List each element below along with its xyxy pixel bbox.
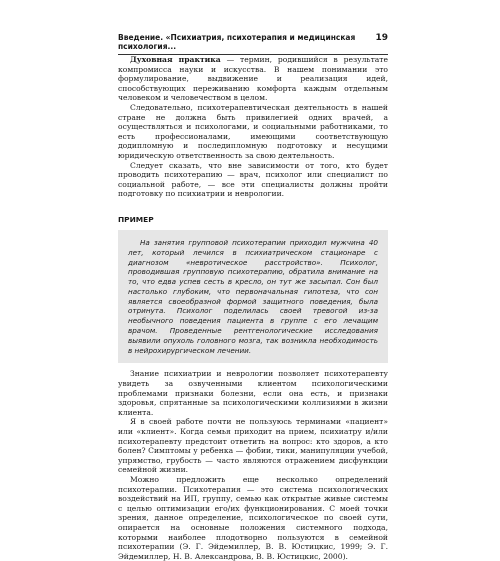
paragraph: Я в своей работе почти не пользуюсь терминами «пациент» или «клиент». Когда семья приходит на прием, психиатру и/или психотерапевту предстоит ответить на вопрос: кто здоров, а кто болен? Симптомы у ребенка — фобии, тики, манипуляции учебой, упрямство, грубость — часто являются отражением дисфункции семейной жизни. <box>118 417 388 475</box>
term: Духовная практика <box>130 55 221 64</box>
page-body <box>118 55 388 561</box>
paragraph <box>118 55 388 103</box>
paragraph: Можно предложить еще несколько определений психотерапии. Психотерапия — это система психологических воздействий на ИП, группу, семью как открытые живые системы с целью оптимизации его/их функционирования. С моей точки зрения, данное определение, психологическое по своей сути, опирается на основные положения системного подхода, которыми наиболее плодотворно пользуются в семейной психотерапии (Э. Г. Эйдемиллер, В. В. Юстицкис, 1999; Э. Г. Эйдемиллер, Н. В. Александрова, В. В. Юстицкис, 2000). <box>118 475 388 561</box>
paragraph: Следовательно, психотерапевтическая деятельность в нашей стране не должна быть привилегией одних врачей, а осуществляться и психологами, и социальными работниками, то есть профессионалами, имеющими соответствующую додипломную и последипломную подготовку и несущими юридическую ответственность за свою деятельность. <box>118 102 388 160</box>
header-title: Введение. «Психиатрия, психотерапия и медицинская психология... <box>118 33 356 51</box>
running-header <box>118 33 388 55</box>
example-box <box>118 230 388 364</box>
example-heading: ПРИМЕР <box>118 214 154 224</box>
page-number: 19 <box>375 33 388 43</box>
paragraph-text: — термин, родившийся в результате компромисса науки и искусства. В нашем понимании это формулирование, выдвижение и реализация идей, способствующих переживанию комфорта каждым отдельным человеком и человечеством в целом. <box>118 55 388 103</box>
paragraph: Знание психиатрии и неврологии позволяет психотерапевту увидеть за озвученными клиентом психологическими проблемами признаки болезни, если она есть, и признаки здоровья, спрятанные за психологическими коллизиями в жизни клиента. <box>118 369 388 417</box>
paragraph: Следует сказать, что вне зависимости от того, кто будет проводить психотерапию — врач, психолог или специалист по социальной работе, — все эти специалисты должны пройти подготовку по психиатрии и неврологии. <box>118 160 388 199</box>
example-text: На занятия групповой психотерапии приходил мужчина 40 лет, который лечился в психиатрическом стационаре с диагнозом «невротическое расстройство». Психолог, проводившая групповую психотерапию, обратила внимание на то, что едва успев сесть в кресло, он тут же засыпал. Сон был настолько глубоким, что первоначальная гипотеза, что сон является своеобразной формой защитного поведения, была отринута. Психолог поделилась своей тревогой из-за необычного поведения пациента в группе с его лечащим врачом. Проведенные рентгенологические исследования выявили опухоль головного мозга, так возникла необходимость в нейрохирургическом лечении. <box>128 237 378 355</box>
